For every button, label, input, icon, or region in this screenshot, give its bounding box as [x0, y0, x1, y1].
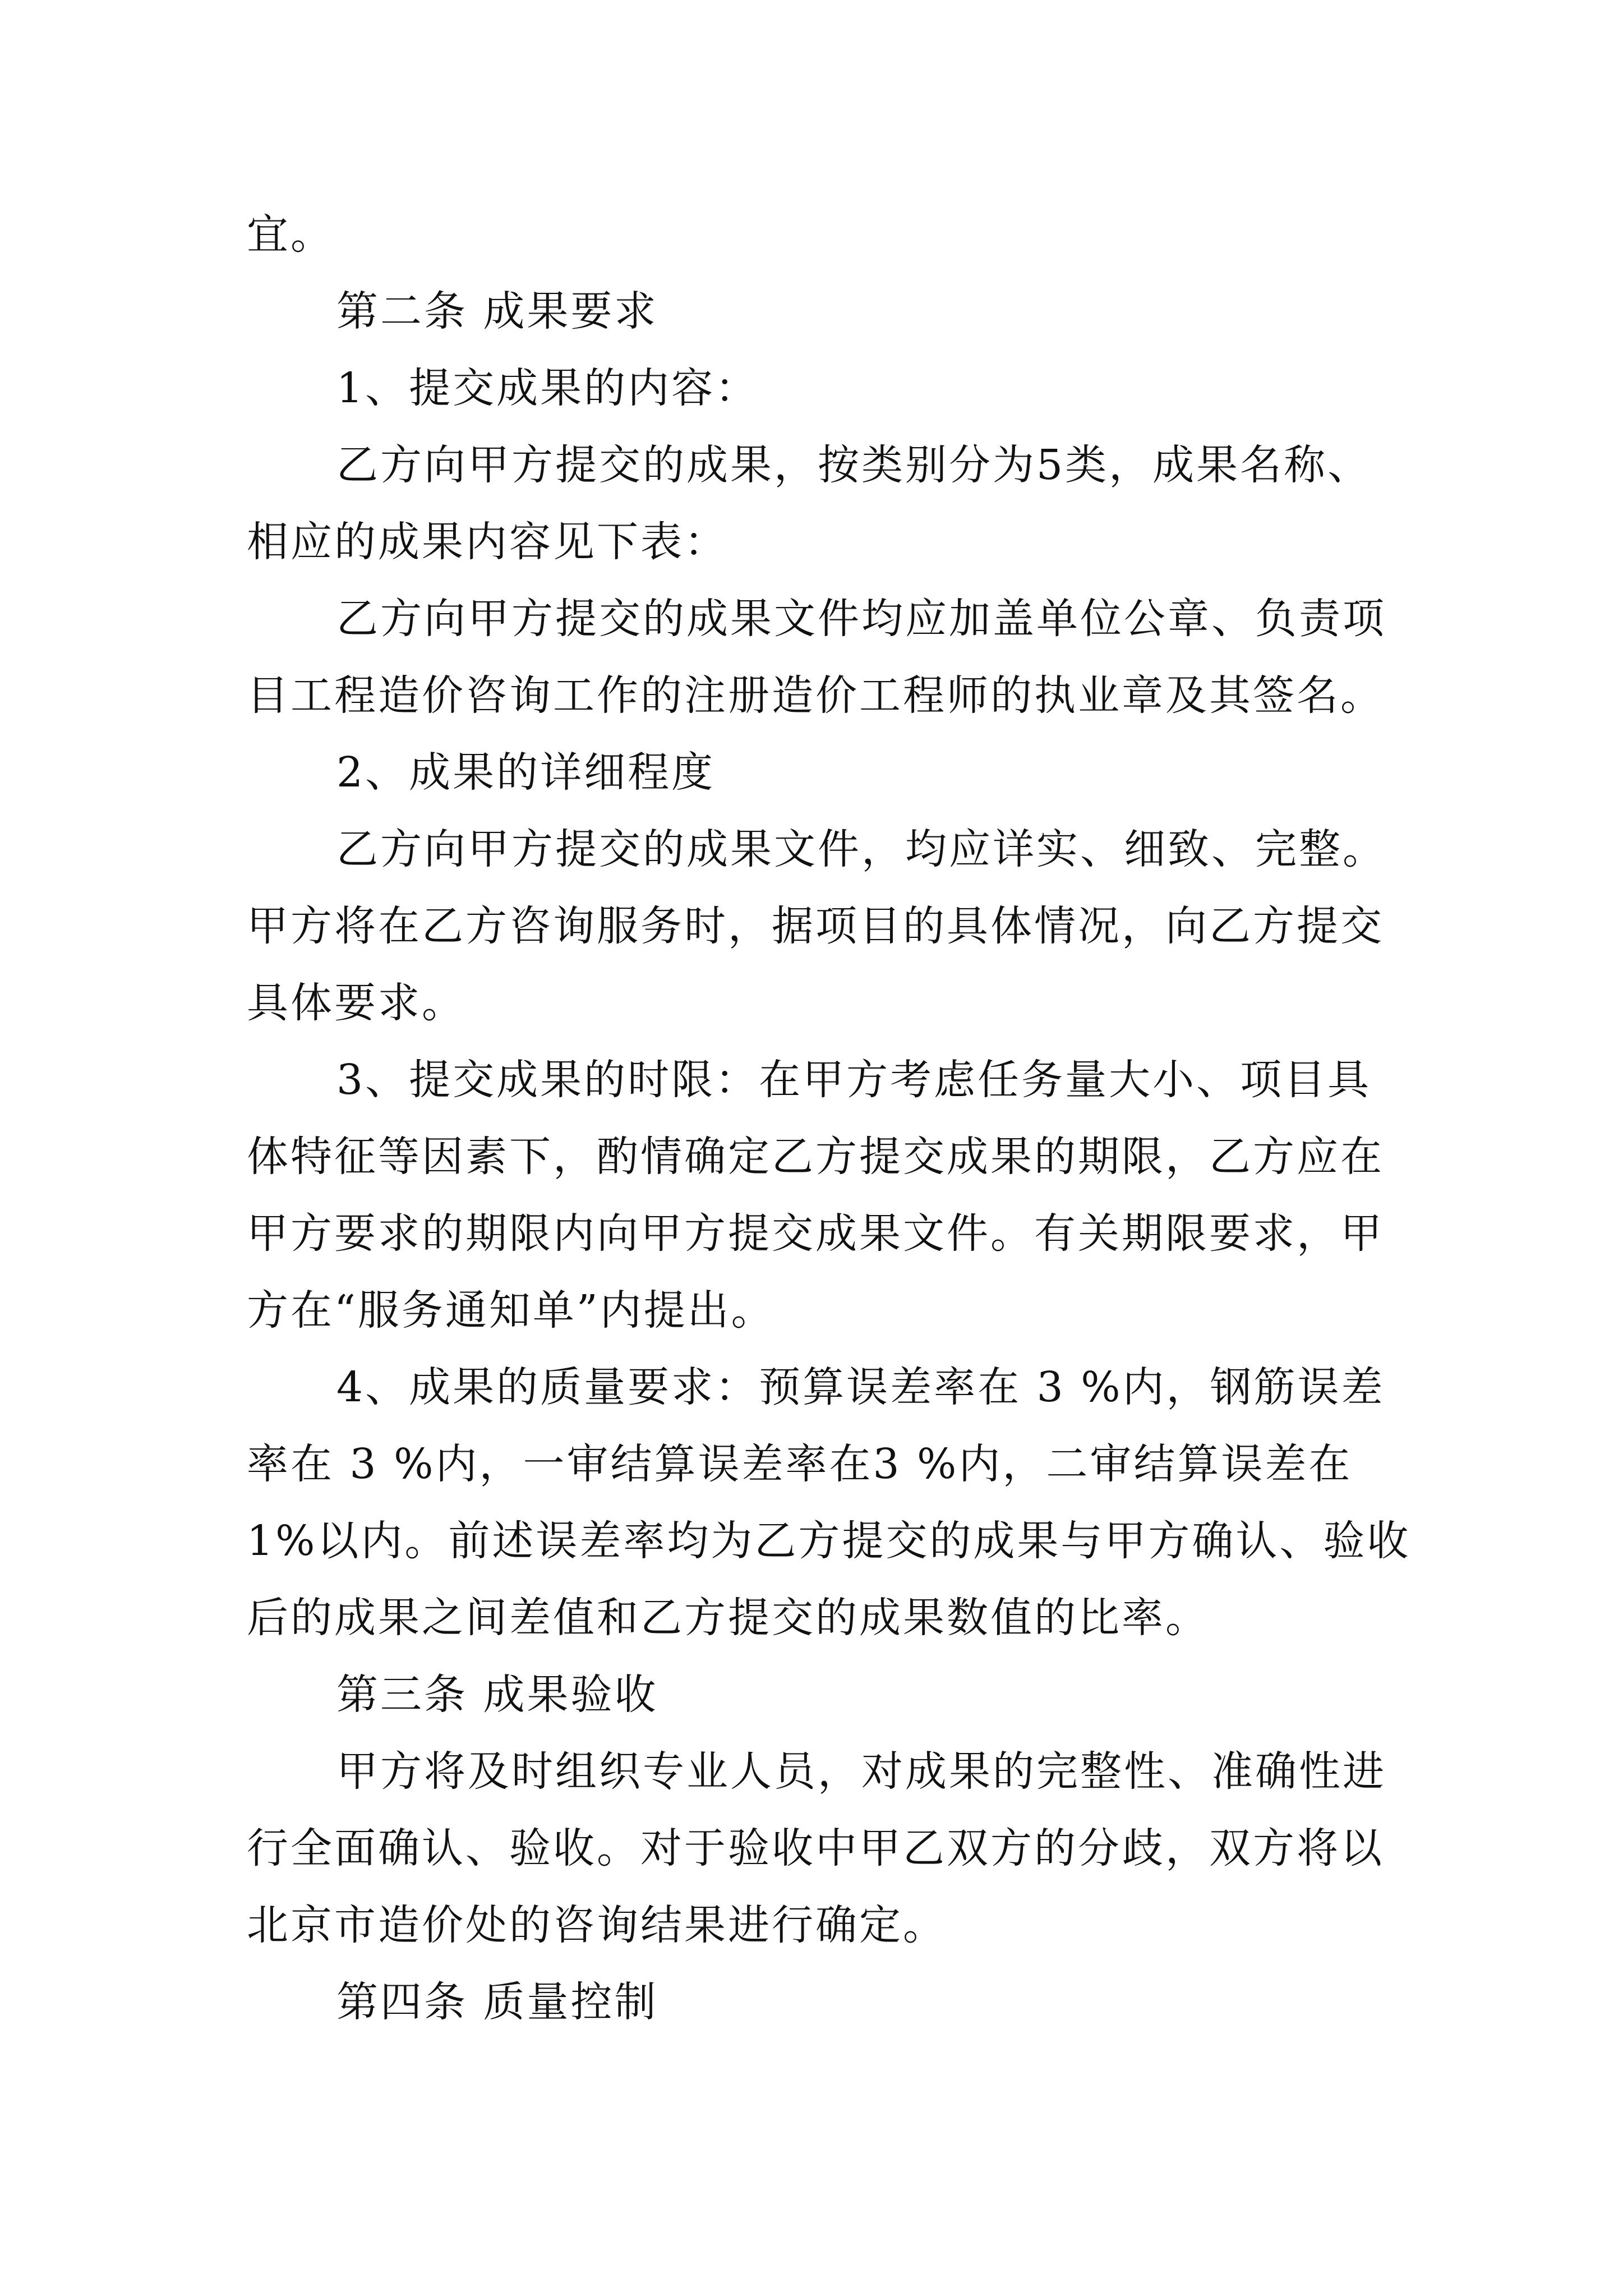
paragraph-detail-level: 乙方向甲方提交的成果文件，均应详实、细致、完整。甲方将在乙方咨询服务时，据项目的具体情况，向乙方提交具体要求。	[247, 825, 1386, 1027]
paragraph-quality-requirements: 4、成果的质量要求：预算误差率在 3 %内，钢筋误差率在 3 %内，一审结算误差率在3 %内，二审结算误差在1%以内。前述误差率均为乙方提交的成果与甲方确认、验收后的成果之间差值和乙方提交的成果数值的比率。	[247, 1363, 1411, 1642]
paragraph-continuation: 宜。	[247, 210, 334, 259]
paragraph-results-seal: 乙方向甲方提交的成果文件均应加盖单位公章、负责项目工程造价咨询工作的注册造价工程师的执业章及其签名。	[247, 595, 1386, 720]
document-body	[247, 196, 1413, 2041]
article-heading-2: 第二条 成果要求	[336, 287, 658, 335]
article-heading-4: 第四条 质量控制	[336, 1978, 658, 2026]
paragraph-results-categories: 乙方向甲方提交的成果，按类别分为5类，成果名称、相应的成果内容见下表：	[247, 441, 1372, 566]
clause-2-heading: 2、成果的详细程度	[336, 748, 716, 797]
paragraph-time-limit: 3、提交成果的时限：在甲方考虑任务量大小、项目具体特征等因素下，酌情确定乙方提交成果的期限，乙方应在甲方要求的期限内向甲方提交成果文件。有关期限要求，甲方在“服务通知单”内提出。	[247, 1056, 1384, 1335]
article-heading-3: 第三条 成果验收	[336, 1671, 658, 1719]
paragraph-acceptance: 甲方将及时组织专业人员，对成果的完整性、准确性进行全面确认、验收。对于验收中甲乙双方的分歧，双方将以北京市造价处的咨询结果进行确定。	[247, 1747, 1386, 1949]
clause-1-heading: 1、提交成果的内容：	[336, 364, 759, 412]
